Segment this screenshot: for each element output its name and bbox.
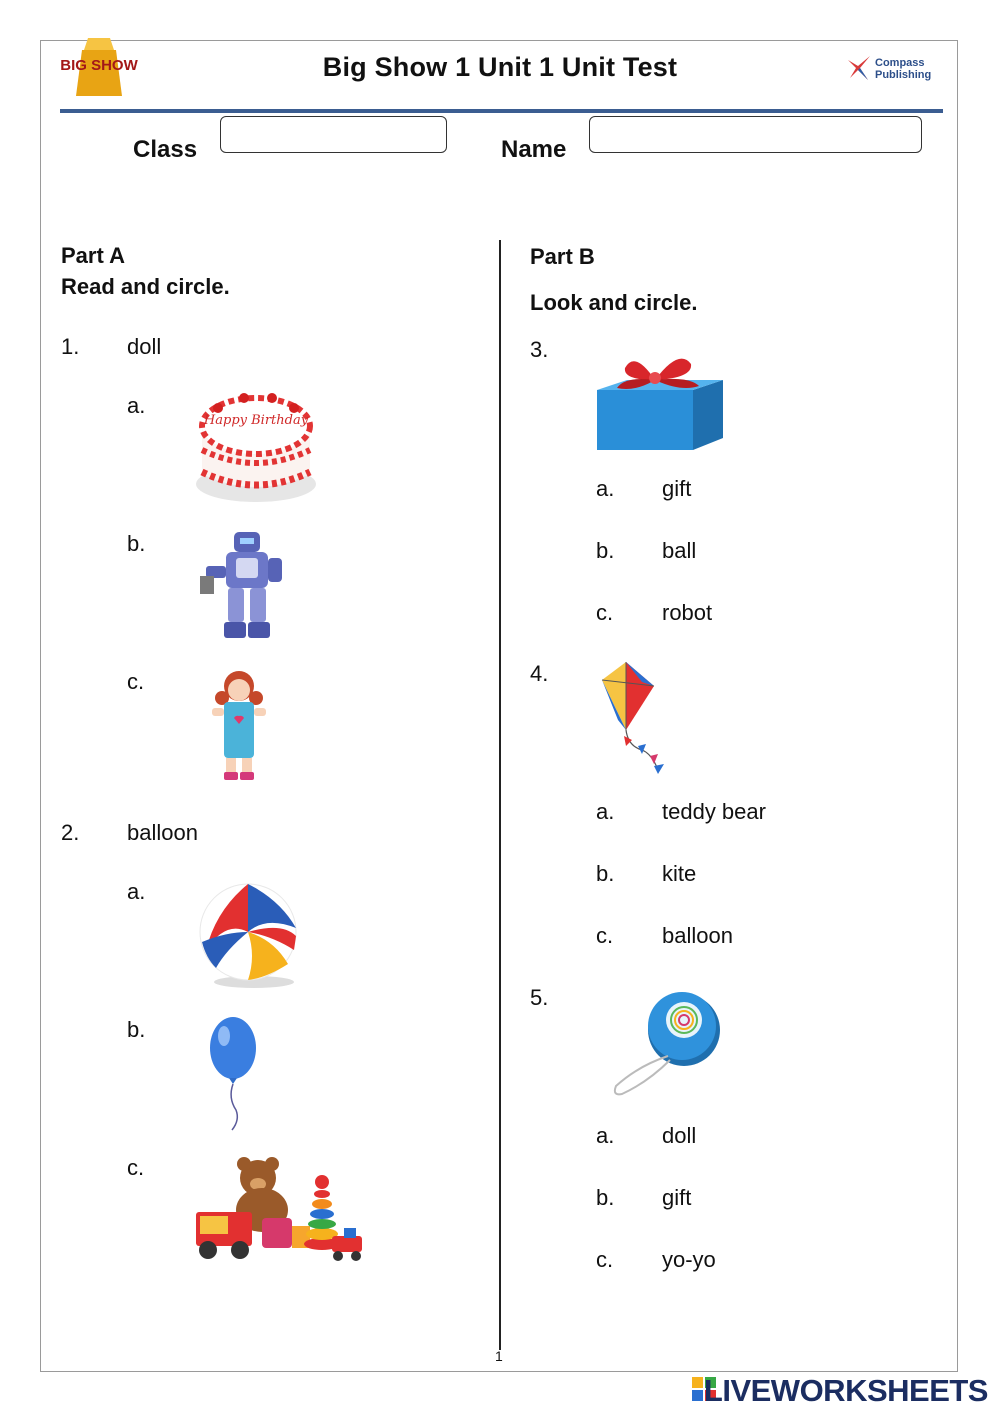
question-word: balloon: [127, 820, 198, 845]
name-input[interactable]: [589, 116, 922, 153]
beach-ball-picture[interactable]: [196, 880, 300, 990]
option-text[interactable]: kite: [662, 861, 697, 886]
class-label: Class: [133, 136, 198, 163]
option-text[interactable]: balloon: [662, 923, 733, 948]
page-number: 1: [495, 1348, 503, 1364]
doll-picture[interactable]: [204, 668, 274, 782]
robot-picture[interactable]: [198, 530, 294, 644]
svg-text:Publishing: Publishing: [875, 69, 932, 81]
question-number: 4.: [530, 661, 549, 686]
question-number: 2.: [61, 820, 80, 845]
question-number: 5.: [530, 985, 549, 1010]
yo-yo-picture: [608, 986, 724, 1100]
header-divider: [60, 109, 943, 113]
question-number: 1.: [61, 334, 80, 359]
birthday-cake-picture[interactable]: [194, 388, 318, 506]
option-letter[interactable]: a.: [596, 476, 615, 501]
question-word: doll: [127, 334, 162, 359]
option-letter[interactable]: c.: [596, 600, 614, 625]
balloon-picture[interactable]: [206, 1014, 260, 1132]
part-a-instruction: Read and circle.: [61, 274, 230, 299]
svg-text:BIG SHOW: BIG SHOW: [60, 57, 138, 74]
option-letter[interactable]: b.: [596, 538, 615, 563]
option-letter[interactable]: a.: [127, 879, 146, 904]
option-letter[interactable]: c.: [596, 1247, 614, 1272]
option-letter[interactable]: c.: [127, 669, 145, 694]
kite-picture: [598, 660, 672, 778]
part-b-instruction: Look and circle.: [530, 290, 698, 315]
option-text[interactable]: ball: [662, 538, 697, 563]
part-b-heading: Part B: [530, 244, 595, 269]
column-divider: [499, 240, 501, 1350]
page-title: Big Show 1 Unit 1 Unit Test: [322, 52, 678, 82]
name-label: Name: [501, 136, 567, 163]
svg-text:Happy Birthday: Happy Birthday: [203, 413, 309, 428]
option-letter[interactable]: b.: [596, 1185, 615, 1210]
option-letter[interactable]: c.: [127, 1155, 145, 1180]
option-text[interactable]: robot: [662, 600, 713, 625]
option-text[interactable]: yo-yo: [662, 1247, 716, 1272]
class-input[interactable]: [220, 116, 447, 153]
option-letter[interactable]: a.: [596, 1123, 615, 1148]
option-text[interactable]: doll: [662, 1123, 697, 1148]
option-letter[interactable]: b.: [127, 531, 146, 556]
option-text[interactable]: gift: [662, 476, 692, 501]
option-letter[interactable]: b.: [127, 1017, 146, 1042]
gift-picture: [595, 346, 725, 452]
question-number: 3.: [530, 337, 549, 362]
liveworksheets-brand[interactable]: LIVEWORKSHEETS: [703, 1373, 988, 1408]
part-a-heading: Part A: [61, 243, 125, 268]
option-letter[interactable]: c.: [596, 923, 614, 948]
toys-picture[interactable]: [192, 1152, 368, 1266]
option-letter[interactable]: a.: [596, 799, 615, 824]
option-letter[interactable]: b.: [596, 861, 615, 886]
svg-text:Compass: Compass: [875, 57, 925, 69]
option-letter[interactable]: a.: [127, 393, 146, 418]
option-text[interactable]: gift: [662, 1185, 692, 1210]
option-text[interactable]: teddy bear: [662, 799, 766, 824]
